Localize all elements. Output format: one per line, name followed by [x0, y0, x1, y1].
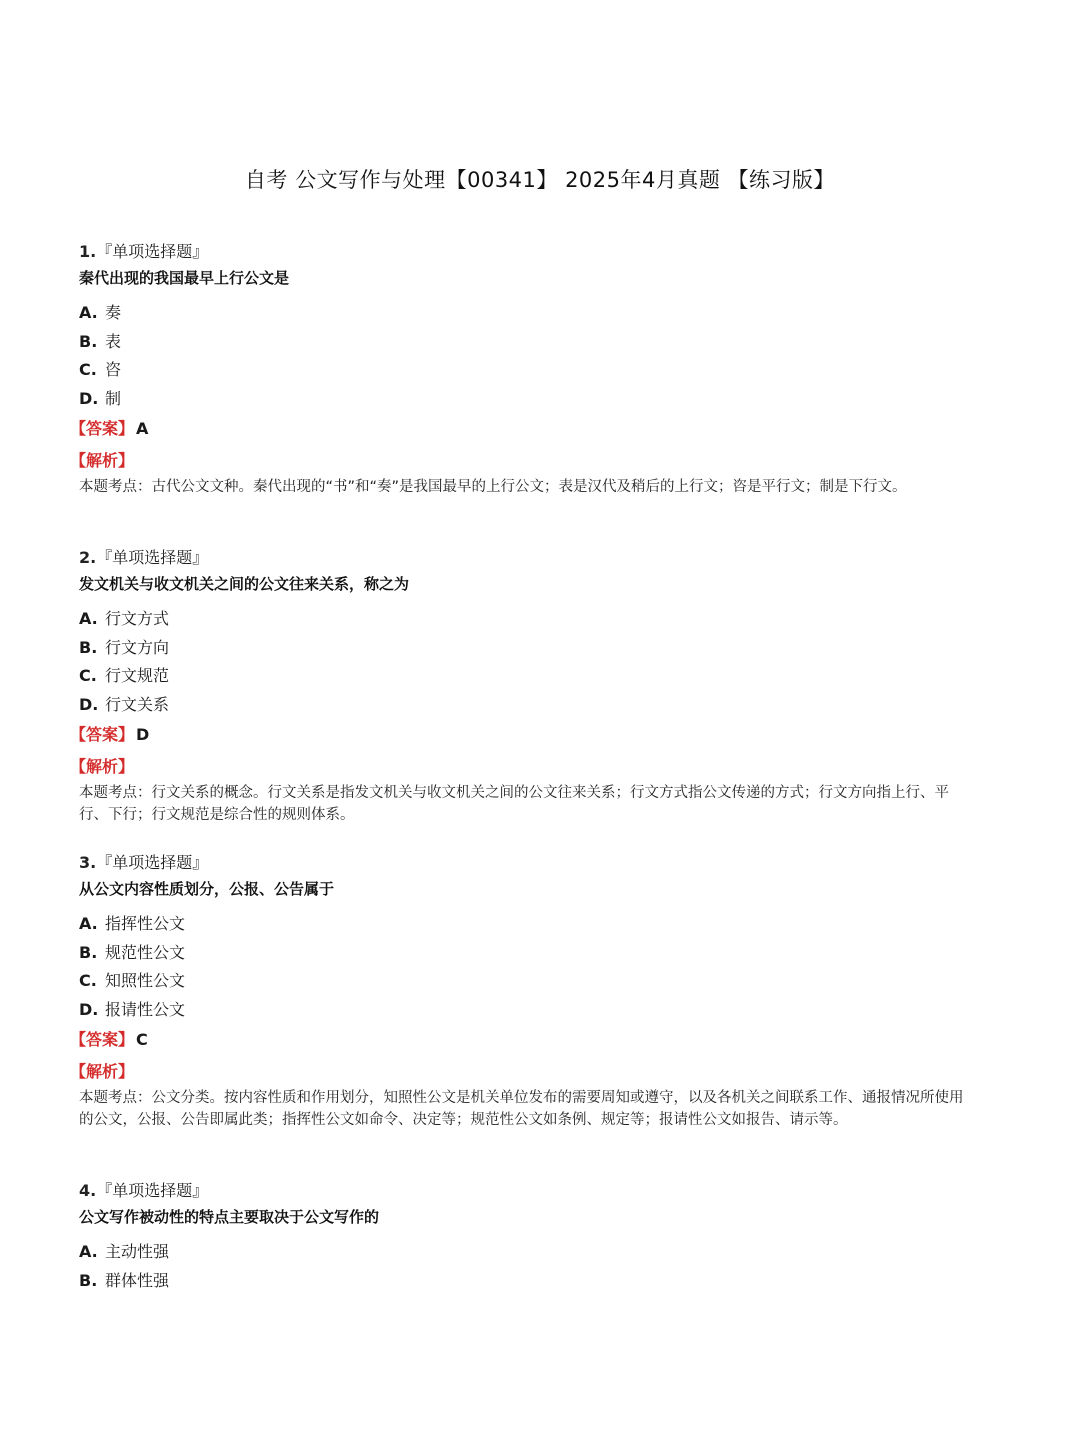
- option-letter: D.: [79, 694, 99, 714]
- option-letter: A.: [79, 303, 98, 322]
- analysis-label: 【解析】: [70, 757, 135, 776]
- document-title: 自考 公文写作与处理【00341】 2025年4月真题 【练习版】: [244, 168, 836, 192]
- question-number: 3.: [79, 853, 97, 872]
- answer-line: [70, 419, 979, 439]
- option-text: 知照性公文: [105, 971, 186, 990]
- answer-line: [70, 725, 979, 745]
- question-1: [70, 242, 979, 498]
- question-type: 『单项选择题』: [96, 242, 209, 261]
- answer-label: 【答案】: [70, 1030, 135, 1049]
- option-c: [79, 971, 979, 1000]
- option-list: [79, 1242, 979, 1299]
- option-text: 行文关系: [105, 694, 170, 714]
- question-header: [79, 1181, 979, 1203]
- option-b: [79, 1271, 979, 1300]
- question-stem: 发文机关与收文机关之间的公文往来关系，称之为: [79, 575, 410, 593]
- analysis-text: 本题考点：公文分类。按内容性质和作用划分，知照性公文是机关单位发布的需要周知或遵守，以及各机关之间联系工作、通报情况所使用的公文，公报、公告即属此类；指挥性公文如命令、决定等；规范性公文如条例、规定等；报请性公文如报告、请示等。: [79, 1090, 964, 1128]
- option-d: [79, 1000, 979, 1029]
- option-letter: C.: [79, 360, 97, 379]
- option-a: [79, 303, 979, 332]
- analysis-text: 本题考点：行文关系的概念。行文关系是指发文机关与收文机关之间的公文往来关系；行文方式指公文传递的方式；行文方向指上行、平行、下行；行文规范是综合性的规则体系。: [79, 785, 949, 823]
- option-letter: B.: [79, 637, 98, 657]
- question-number: 4.: [79, 1181, 97, 1200]
- answer-line: [70, 1030, 979, 1050]
- option-text: 报请性公文: [105, 999, 186, 1019]
- question-header: [79, 242, 979, 264]
- question-header: [79, 853, 979, 875]
- question-4: [79, 1181, 979, 1299]
- analysis-text: 本题考点：古代公文文种。秦代出现的“书”和“奏”是我国最早的上行公文；表是汉代及稍后的上行文；咨是平行文；制是下行文。: [79, 479, 907, 495]
- option-b: [79, 943, 979, 972]
- option-a: [79, 609, 979, 638]
- question-header: [79, 548, 979, 570]
- option-text: 指挥性公文: [105, 914, 186, 933]
- option-d: [79, 695, 979, 724]
- option-list: [79, 914, 979, 1028]
- answer-label: 【答案】: [70, 725, 135, 744]
- option-letter: B.: [79, 942, 98, 962]
- option-letter: A.: [79, 609, 98, 628]
- option-text: 行文方向: [105, 637, 170, 657]
- answer-value: A: [136, 419, 149, 438]
- question-stem: 公文写作被动性的特点主要取决于公文写作的: [79, 1208, 380, 1226]
- question-stem: 从公文内容性质划分，公报、公告属于: [79, 880, 335, 898]
- option-text: 奏: [105, 303, 122, 322]
- option-b: [79, 332, 979, 361]
- option-text: 咨: [105, 360, 122, 379]
- option-letter: D.: [79, 999, 99, 1019]
- option-text: 群体性强: [105, 1270, 170, 1290]
- option-text: 规范性公文: [105, 942, 186, 962]
- answer-value: D: [136, 725, 150, 744]
- question-number: 1.: [79, 242, 97, 261]
- option-text: 行文规范: [105, 666, 170, 685]
- option-text: 表: [105, 331, 122, 351]
- question-stem: 秦代出现的我国最早上行公文是: [79, 269, 290, 287]
- option-list: [79, 609, 979, 723]
- option-b: [79, 638, 979, 667]
- option-c: [79, 666, 979, 695]
- option-letter: C.: [79, 971, 97, 990]
- question-type: 『单项选择题』: [96, 1181, 209, 1200]
- analysis-label: 【解析】: [70, 1062, 135, 1081]
- option-list: [79, 303, 979, 417]
- option-letter: A.: [79, 914, 98, 933]
- option-c: [79, 360, 979, 389]
- question-2: [70, 548, 979, 826]
- option-a: [79, 1242, 979, 1271]
- analysis-label: 【解析】: [70, 451, 135, 470]
- option-letter: B.: [79, 331, 98, 351]
- option-letter: B.: [79, 1270, 98, 1290]
- option-letter: A.: [79, 1242, 98, 1261]
- question-type: 『单项选择题』: [96, 853, 209, 872]
- question-3: [70, 853, 979, 1131]
- option-letter: D.: [79, 388, 99, 408]
- option-text: 行文方式: [105, 609, 170, 628]
- answer-label: 【答案】: [70, 419, 135, 438]
- option-text: 制: [105, 388, 122, 408]
- question-type: 『单项选择题』: [96, 548, 209, 567]
- option-d: [79, 389, 979, 418]
- option-a: [79, 914, 979, 943]
- answer-value: C: [136, 1030, 148, 1049]
- option-letter: C.: [79, 666, 97, 685]
- question-number: 2.: [79, 548, 97, 567]
- option-text: 主动性强: [105, 1242, 170, 1261]
